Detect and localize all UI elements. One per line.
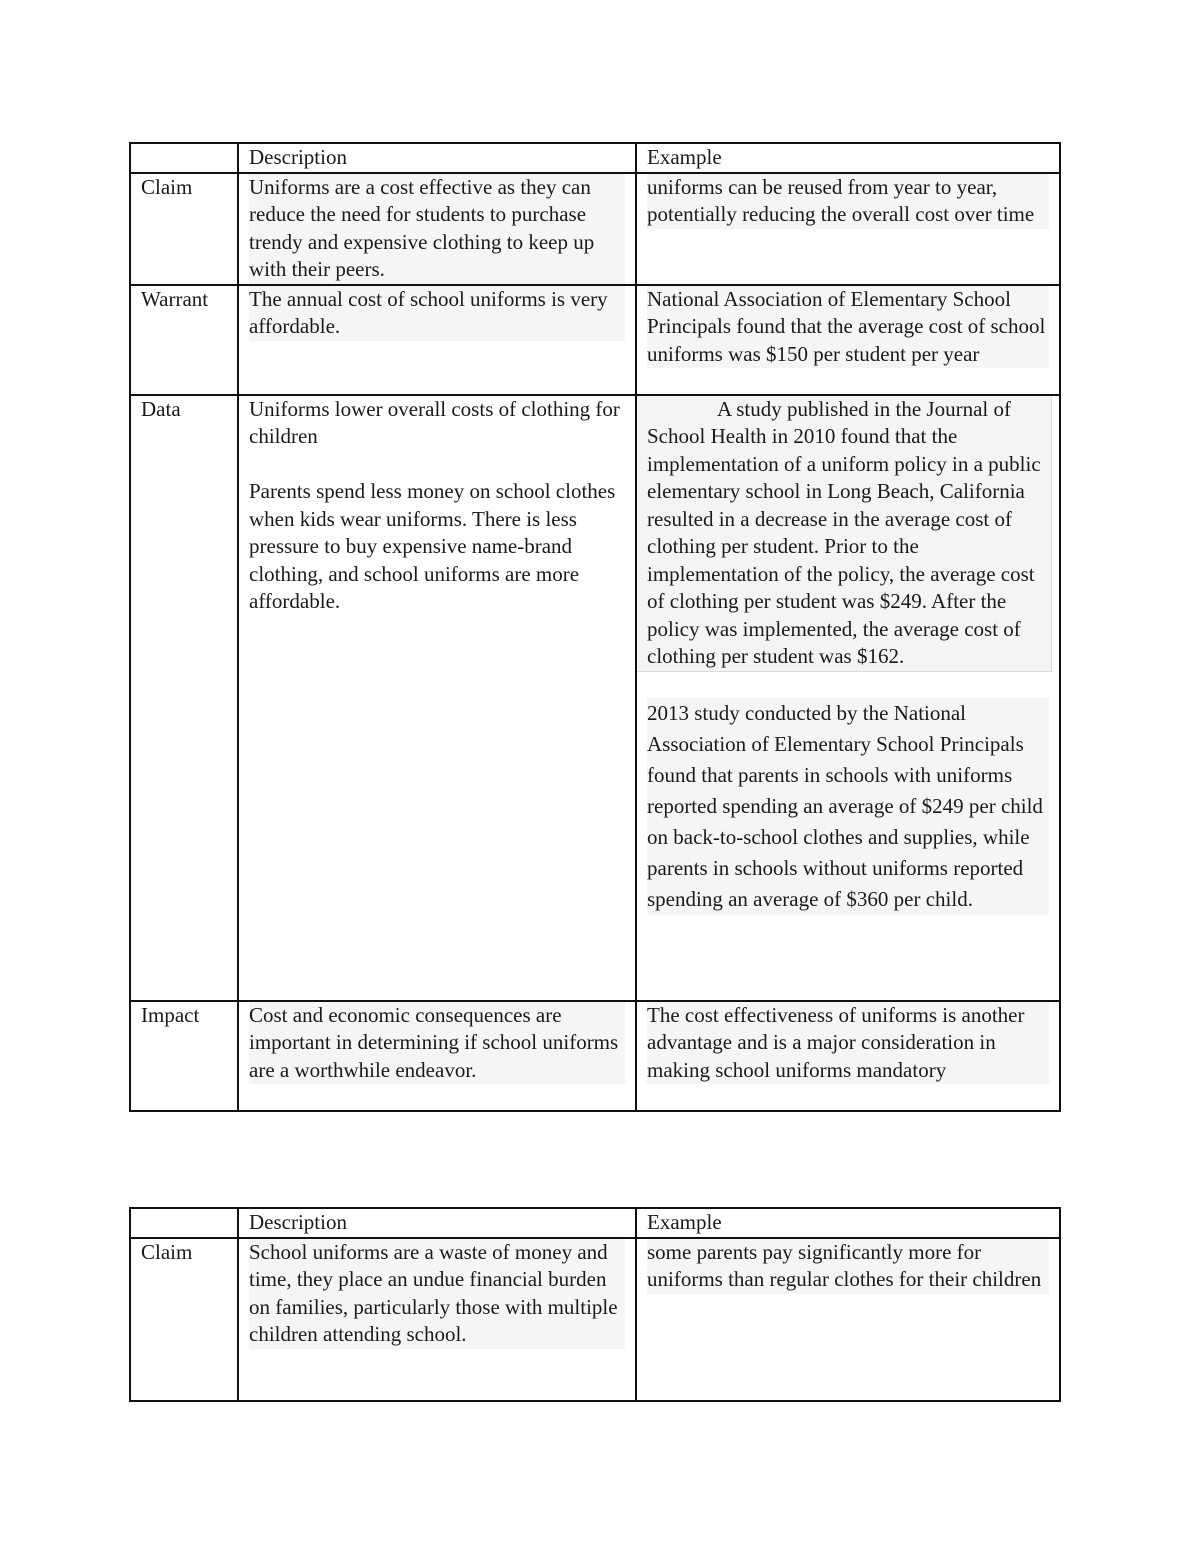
first-line-indent [647, 397, 717, 421]
table-row-data [130, 395, 1060, 1001]
warrant-description [238, 285, 636, 395]
warrant-example [636, 285, 1060, 395]
claim-example [636, 173, 1060, 285]
toulmin-table-con [129, 1207, 1061, 1402]
toulmin-table-pro [129, 142, 1061, 1112]
warrant-example-text: National Association of Elementary School Principals found that the average cost of school uniforms was $150 per student per year [647, 286, 1049, 369]
impact-description-text: Cost and economic consequences are important in determining if school uniforms are a worthwhile endeavor. [249, 1002, 625, 1085]
data-description [238, 395, 636, 1001]
claim-description-text: School uniforms are a waste of money and time, they place an undue financial burden on families, particularly those with multiple children attending school. [249, 1239, 625, 1349]
header-cell-empty [130, 1208, 238, 1238]
claim-description [238, 1238, 636, 1401]
data-example [636, 395, 1060, 1001]
data-description-text-1: Uniforms lower overall costs of clothing for children [249, 396, 620, 448]
data-example-text-1 [636, 396, 1051, 671]
data-description-text-2: Parents spend less money on school clothes when kids wear uniforms. There is less pressure to buy expensive name-brand clothing, and school uniforms are more affordable. [249, 479, 616, 613]
warrant-description-text: The annual cost of school uniforms is very affordable. [249, 286, 625, 341]
data-example-study-2010: A study published in the Journal of School Health in 2010 found that the implementation of a uniform policy in a public elementary school in Long Beach, California resulted in a decrease in the average cost of clothing per student. Prior to the implementation of the policy, the average cost of clothing per student was $249. After the policy was implemented, the average cost of clothing per student was $162. [647, 396, 1041, 668]
table-row-claim [130, 173, 1060, 285]
paragraph-gap [249, 451, 625, 479]
table-row-warrant [130, 285, 1060, 395]
impact-description [238, 1001, 636, 1111]
claim-example [636, 1238, 1060, 1401]
header-cell-empty [130, 143, 238, 173]
impact-example [636, 1001, 1060, 1111]
header-row [130, 143, 1060, 173]
header-cell-description: Description [238, 143, 636, 173]
table-row-impact [130, 1001, 1060, 1111]
claim-description [238, 173, 636, 285]
row-label-impact: Impact [130, 1001, 238, 1111]
header-cell-example: Example [636, 1208, 1060, 1238]
header-cell-example: Example [636, 143, 1060, 173]
table-row-claim [130, 1238, 1060, 1401]
claim-description-text: Uniforms are a cost effective as they can reduce the need for students to purchase trendy and expensive clothing to keep up with their peers. [249, 174, 625, 284]
row-label-warrant: Warrant [130, 285, 238, 395]
paragraph-gap [647, 671, 1049, 699]
row-label-claim: Claim [130, 173, 238, 285]
row-label-claim: Claim [130, 1238, 238, 1401]
data-example-text-2: 2013 study conducted by the National Association of Elementary School Principals found that parents in schools with uniforms reported spending an average of $249 per child on back-to-school clothes and supplies, while parents in schools without uniforms reported spending an average of $360 per child. [647, 698, 1049, 915]
impact-example-text: The cost effectiveness of uniforms is another advantage and is a major consideration in making school uniforms mandatory [647, 1002, 1049, 1085]
header-cell-description: Description [238, 1208, 636, 1238]
claim-example-text: some parents pay significantly more for uniforms than regular clothes for their children [647, 1239, 1049, 1294]
header-row [130, 1208, 1060, 1238]
claim-example-text: uniforms can be reused from year to year, potentially reducing the overall cost over time [647, 174, 1049, 229]
row-label-data: Data [130, 395, 238, 1001]
